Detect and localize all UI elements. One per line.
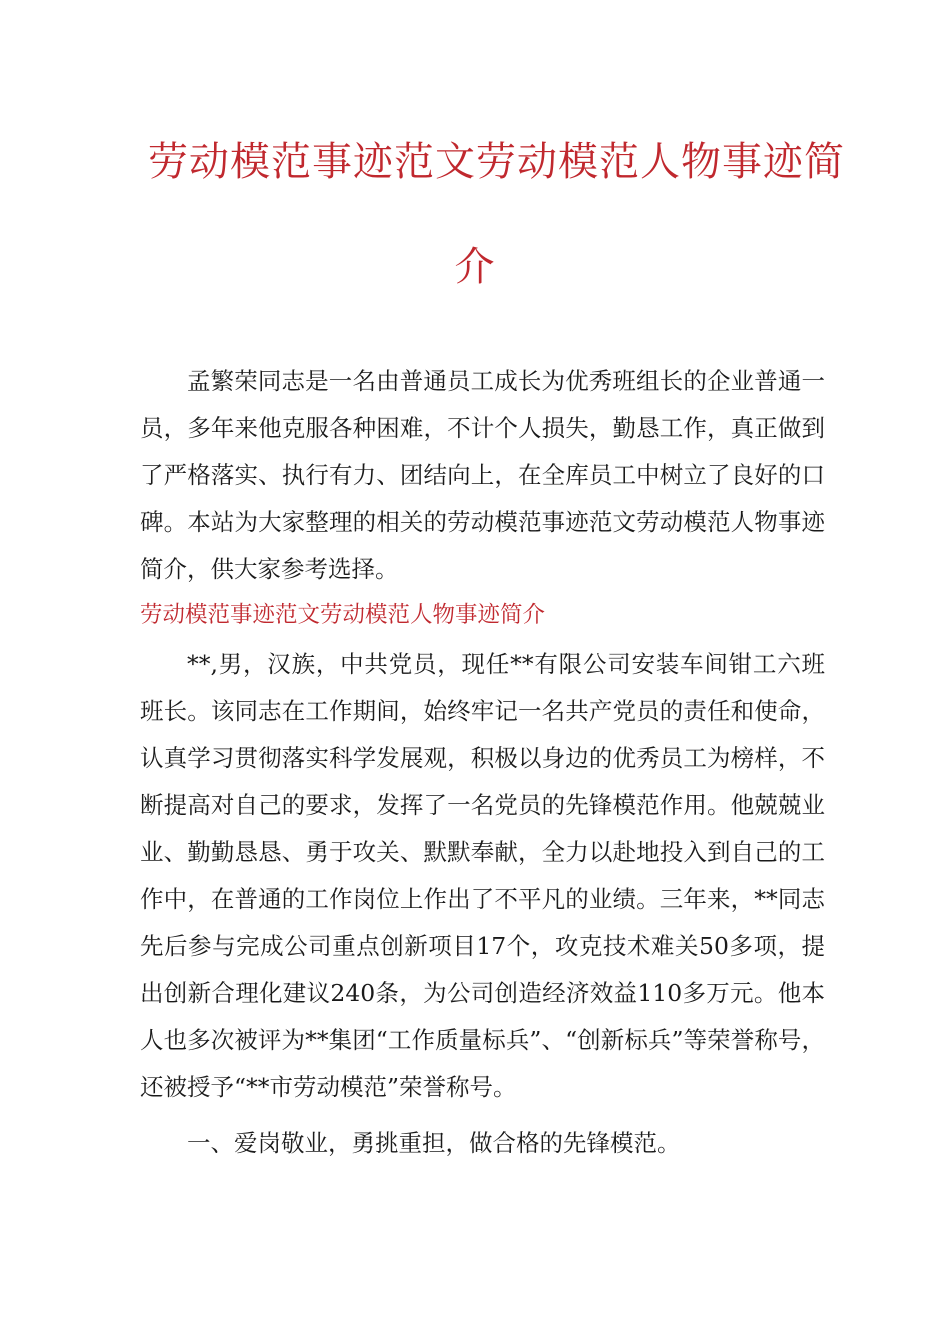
body-paragraph: **,男，汉族，中共党员，现任**有限公司安装车间钳工六班班长。该同志在工作期间，始终牢记一名共产党员的责任和使命，认真学习贯彻落实科学发展观，积极以身边的优秀员工为榜样，不断提高对自己的要求，发挥了一名党员的先锋模范作用。他兢兢业业、勤勤恳恳、勇于攻关、默默奉献，全力以赴地投入到自己的工作中，在普通的工作岗位上作出了不平凡的业绩。三年来，**同志先后参与完成公司重点创新项目17个，攻克技术难关50多项，提出创新合理化建议240条，为公司创造经济效益110多万元。他本人也多次被评为**集团“工作质量标兵”、“创新标兵”等荣誉称号，还被授予“**市劳动模范”荣誉称号。: [140, 650, 825, 1101]
document-body: [140, 358, 825, 1167]
section-heading: 一、爱岗敬业，勇挑重担，做合格的先锋模范。: [187, 1129, 681, 1157]
document-title-line-1: 劳动模范事迹范文劳动模范人物事迹简: [148, 139, 845, 185]
document-title-line-2: 介: [454, 244, 496, 290]
article-subtitle: 劳动模范事迹范文劳动模范人物事迹简介: [140, 602, 546, 628]
intro-paragraph: 孟繁荣同志是一名由普通员工成长为优秀班组长的企业普通一员，多年来他克服各种困难，不计个人损失，勤恳工作，真正做到了严格落实、执行有力、团结向上，在全库员工中树立了良好的口碑。本站为大家整理的相关的劳动模范事迹范文劳动模范人物事迹简介，供大家参考选择。: [140, 367, 825, 583]
